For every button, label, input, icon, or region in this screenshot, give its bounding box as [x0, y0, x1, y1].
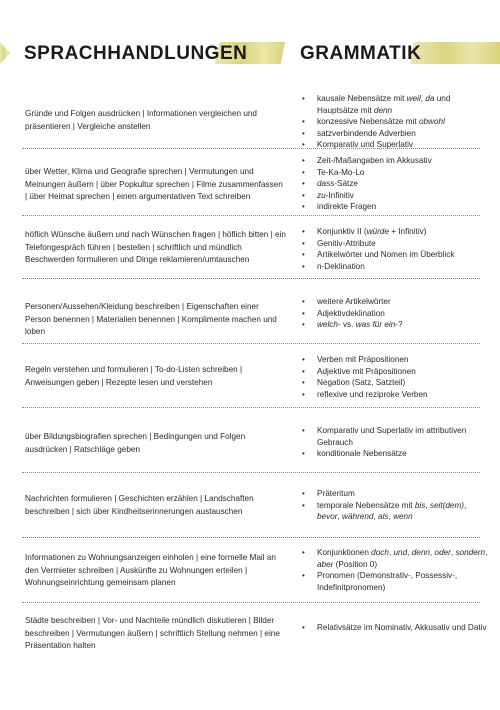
grammar-item: • n-Deklination [302, 261, 365, 271]
grammar-item: • Komparativ und Superlativ [302, 140, 414, 150]
row-grammatik-list [300, 547, 490, 593]
grammar-item: • zu-Infinitiv [302, 190, 354, 200]
grammar-item: • indirekte Fragen [302, 202, 377, 212]
row-grammatik-list [300, 425, 490, 460]
grammar-item: • konzessive Nebensätze mit obwohl [302, 117, 445, 127]
grammar-item: • Pronomen (Demonstrativ-, Possessiv-, Indefinitpronomen) [302, 571, 458, 592]
grammar-item: • reflexive und reziproke Verben [302, 389, 428, 399]
table-row [22, 473, 480, 538]
row-grammatik-list [300, 296, 490, 331]
row-sprachhandlungen: Regeln verstehen und formulieren | To-do-Listen schreiben | Anweisungen geben | Rezepte lesen und verstehen [25, 365, 243, 387]
grammar-item: • temporale Nebensätze mit bis, seit(dem), bevor, während, als, wenn [302, 500, 467, 522]
gold-banner-right [410, 42, 500, 64]
table-row [22, 538, 488, 603]
row-sprachhandlungen: Personen/Aussehen/Kleidung beschreiben | Eigenschaften einer Person benennen | Materialien benennen | Komplimente machen und loben [25, 302, 277, 337]
table-row [22, 603, 487, 667]
column-heading-sprachhandlungen: SPRACHHANDLUNGEN [24, 43, 248, 64]
row-grammatik-list [300, 226, 490, 272]
header [0, 0, 500, 78]
column-heading-grammatik: GRAMMATIK [300, 43, 422, 64]
row-sprachhandlungen: über Bildungsbiografien sprechen | Bedingungen und Folgen ausdrücken | Ratschläge geben [25, 432, 246, 454]
grammar-item: • Adjektive mit Präpositionen [302, 366, 416, 376]
table-row [22, 344, 480, 408]
row-grammatik-list [300, 93, 490, 151]
row-sprachhandlungen: höflich Wünsche äußern und nach Wünschen fragen | höflich bitten | ein Telefongespräch führen | bestellen | schriftlich und mündlich Beschwerden formulieren und Dinge reklamieren/umtauschen [25, 230, 286, 265]
row-grammatik-list [300, 155, 490, 213]
grammar-item: • Konjunktionen doch, und, denn, oder, sondern, aber (Position 0) [302, 548, 488, 569]
row-sprachhandlungen: Informationen zu Wohnungsanzeigen einholen | eine formelle Mail an den Vermieter schreiben | Auskünfte zu Wohnungen erteilen | Wohnungseinrichtung gemeinsam planen [25, 553, 276, 588]
row-sprachhandlungen: über Wetter, Klima und Geografie sprechen | Vermutungen und Meinungen äußern | über Popkultur sprechen | Filme zusammenfassen | über Heimat sprechen | einen argumentativen Text schreiben [25, 167, 283, 202]
grammar-item: • Artikelwörter und Nomen im Überblick [302, 250, 455, 260]
grammar-item: • Adjektivdeklination [302, 308, 385, 318]
table-row [22, 84, 480, 149]
grammar-item: • konditionale Nebensätze [302, 449, 407, 459]
table-row [22, 408, 480, 473]
row-sprachhandlungen: Nachrichten formulieren | Geschichten erzählen | Landschaften beschreiben | sich über Kindheitserinnerungen austauschen [25, 494, 254, 516]
row-sprachhandlungen: Städte beschreiben | Vor- und Nachteile mündlich diskutieren | Bilder beschreiben | Vermutungen äußern | schriftlich Stellung nehmen | eine Präsentation halten [25, 616, 280, 651]
table-row [22, 149, 480, 216]
table-row [22, 279, 480, 344]
row-sprachhandlungen: Gründe und Folgen ausdrücken | Informationen vergleichen und präsentieren | Vergleiche anstellen [25, 109, 257, 131]
row-grammatik-list [300, 622, 490, 634]
grammar-item: • Genitiv-Attribute [302, 238, 376, 248]
grammar-item: • Zeit-/Maßangaben im Akkusativ [302, 156, 432, 165]
grammar-item: • welch- vs. was für ein-? [302, 320, 403, 330]
grammar-item: • Verben mit Präpositionen [302, 355, 409, 364]
grammar-item: • satzverbindende Adverbien [302, 128, 416, 138]
grammar-item: • Te-Ka-Mo-Lo [302, 167, 365, 177]
row-grammatik-list [300, 354, 490, 400]
grammar-item: • Komparativ und Superlativ im attributiven Gebrauch [302, 426, 467, 447]
grammar-item: • Negation (Satz, Satzteil) [302, 378, 406, 388]
gold-banner-left [0, 42, 10, 64]
grammar-item: • dass-Sätze [302, 179, 358, 189]
grammar-item: • Präteritum [302, 489, 355, 498]
grammar-item: • Relativsätze im Nominativ, Akkusativ und Dativ [302, 623, 487, 632]
row-grammatik-list [300, 488, 490, 523]
grammar-item: • Konjunktiv II (würde + Infinitiv) [302, 227, 427, 236]
table-row [22, 216, 480, 279]
grammar-item: • weitere Artikelwörter [302, 297, 391, 306]
grammar-item: • kausale Nebensätze mit weil, da und Hauptsätze mit denn [302, 94, 451, 115]
